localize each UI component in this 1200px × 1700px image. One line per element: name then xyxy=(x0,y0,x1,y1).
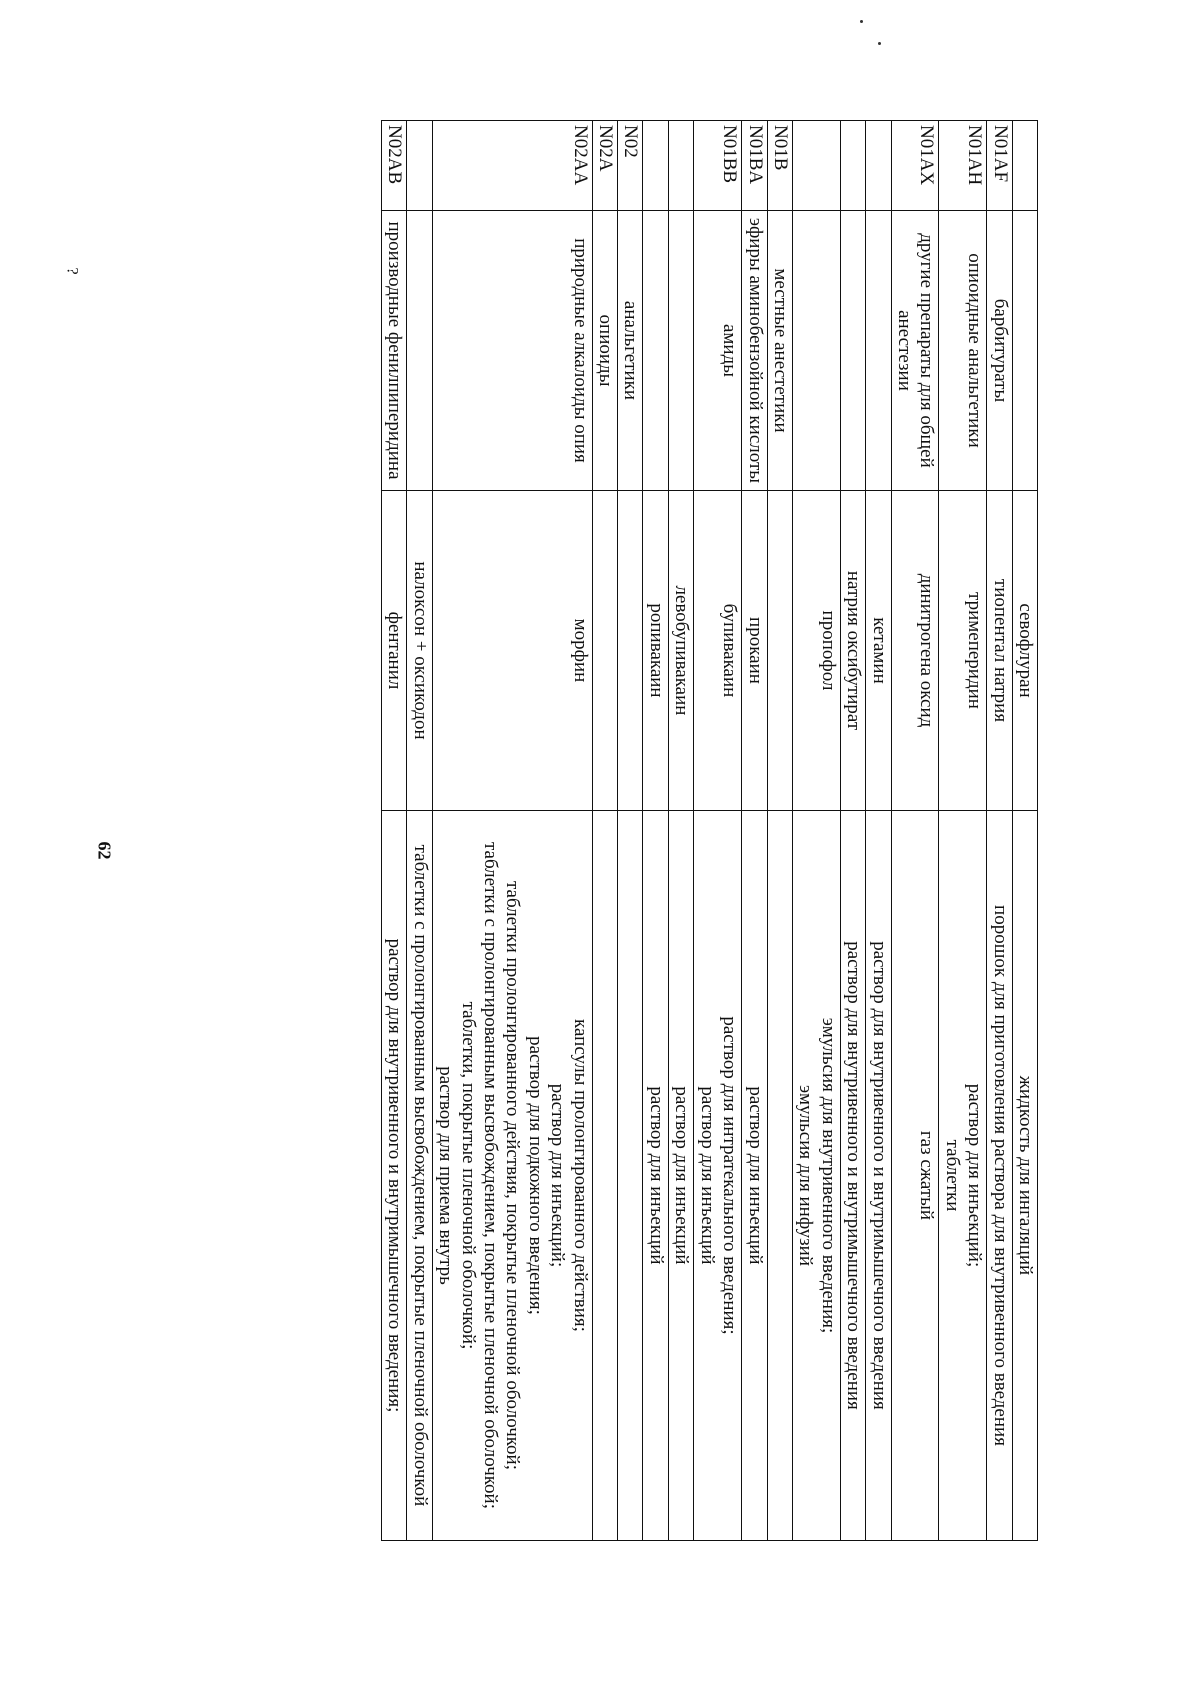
dosage-form-cell xyxy=(742,811,767,1541)
rotated-table-wrapper xyxy=(148,120,1038,1540)
dosage-form-line: эмульсия для внутривенного введения; xyxy=(817,1017,839,1334)
atc-code-cell: N01AF xyxy=(987,121,1012,211)
scan-speck xyxy=(878,42,881,45)
dosage-form-cell xyxy=(694,811,742,1541)
table-row xyxy=(939,121,987,1541)
dosage-form-cell xyxy=(891,811,939,1541)
drug-name-cell: фентанил xyxy=(382,491,407,811)
group-name-cell: барбитураты xyxy=(987,211,1012,491)
dosage-form-line: раствор для инъекций xyxy=(671,1086,693,1265)
drug-name-cell xyxy=(767,491,792,811)
dosage-form-cell xyxy=(668,811,693,1541)
dosage-form-cell xyxy=(643,811,668,1541)
dosage-form-line: раствор для инъекций xyxy=(744,1086,766,1265)
dosage-form-cell xyxy=(1012,811,1037,1541)
table-row xyxy=(694,121,742,1541)
drug-name-cell: севофлуран xyxy=(1012,491,1037,811)
atc-code-cell: N01B xyxy=(767,121,792,211)
table-row xyxy=(1012,121,1037,1541)
table-row xyxy=(891,121,939,1541)
dosage-form-line: раствор для инъекций; xyxy=(964,1083,986,1268)
atc-code-cell: N01BA xyxy=(742,121,767,211)
dosage-form-cell xyxy=(866,811,891,1541)
group-name-cell: опиоидные анальгетики xyxy=(939,211,987,491)
table-row xyxy=(840,121,865,1541)
scan-speck xyxy=(860,20,863,23)
atc-code-cell: N02AA xyxy=(432,121,592,211)
dosage-form-line: таблетки xyxy=(941,1139,963,1212)
drug-name-cell xyxy=(592,491,617,811)
drug-name-cell: динитрогена оксид xyxy=(891,491,939,811)
atc-code-cell xyxy=(792,121,840,211)
table-row xyxy=(987,121,1012,1541)
group-name-cell xyxy=(668,211,693,491)
drug-name-cell: кетамин xyxy=(866,491,891,811)
dosage-form-line: жидкость для ингаляций xyxy=(1015,1075,1036,1276)
table-row xyxy=(668,121,693,1541)
dosage-form-cell xyxy=(407,811,432,1541)
group-name-cell xyxy=(792,211,840,491)
group-name-cell: анальгетики xyxy=(618,211,643,491)
group-name-cell: производные фенилпиперидина xyxy=(382,211,407,491)
dosage-form-line: раствор для внутривенного и внутримышечного введения xyxy=(868,941,890,1410)
group-name-cell xyxy=(866,211,891,491)
drug-name-cell: тримеперидин xyxy=(939,491,987,811)
atc-code-cell: N01AH xyxy=(939,121,987,211)
dosage-form-line: капсулы пролонгированного действия; xyxy=(569,1019,591,1332)
dosage-form-line: раствор для интратекального введения; xyxy=(719,1016,741,1335)
atc-code-cell xyxy=(1012,121,1037,211)
table-row xyxy=(618,121,643,1541)
drug-name-cell: морфин xyxy=(432,491,592,811)
drug-table-body xyxy=(382,121,1038,1541)
dosage-form-cell xyxy=(840,811,865,1541)
dosage-form-cell xyxy=(792,811,840,1541)
drug-name-cell: пропофол xyxy=(792,491,840,811)
group-name-cell xyxy=(1012,211,1037,491)
dosage-form-line: таблетки с пролонгированным высвобождением, покрытые пленочной оболочкой; xyxy=(480,842,502,1509)
group-name-cell: природные алкалоиды опия xyxy=(432,211,592,491)
table-row xyxy=(742,121,767,1541)
group-name-cell: местные анестетики xyxy=(767,211,792,491)
drug-name-cell: тиопентал натрия xyxy=(987,491,1012,811)
atc-code-cell xyxy=(668,121,693,211)
drug-name-cell: бупивакаин xyxy=(694,491,742,811)
corner-mark: ? xyxy=(63,267,81,275)
group-name-cell xyxy=(840,211,865,491)
page-number: 62 xyxy=(94,841,115,860)
dosage-form-cell xyxy=(618,811,643,1541)
dosage-form-cell xyxy=(592,811,617,1541)
atc-code-cell xyxy=(866,121,891,211)
dosage-form-line: раствор для подкожного введения; xyxy=(524,1036,546,1315)
table-row xyxy=(592,121,617,1541)
dosage-form-line: порошок для приготовления раствора для внутривенного введения xyxy=(989,905,1011,1446)
group-name-cell: опиоиды xyxy=(592,211,617,491)
atc-code-cell xyxy=(840,121,865,211)
dosage-form-cell xyxy=(382,811,407,1541)
table-row xyxy=(792,121,840,1541)
drug-table xyxy=(381,120,1038,1541)
dosage-form-line: раствор для внутривенного и внутримышечного введения; xyxy=(384,938,406,1413)
atc-code-cell xyxy=(407,121,432,211)
drug-name-cell: ропивакаин xyxy=(643,491,668,811)
dosage-form-line: раствор для инъекций xyxy=(645,1086,667,1265)
table-row xyxy=(866,121,891,1541)
dosage-form-line: раствор для приема внутрь xyxy=(435,1066,457,1285)
table-row xyxy=(432,121,592,1541)
dosage-form-cell xyxy=(987,811,1012,1541)
atc-code-cell: N02 xyxy=(618,121,643,211)
atc-code-cell xyxy=(643,121,668,211)
dosage-form-line: раствор для инъекций; xyxy=(547,1083,569,1268)
group-name-cell xyxy=(407,211,432,491)
dosage-form-line: раствор для внутривенного и внутримышечного введения xyxy=(843,941,865,1410)
atc-code-cell: N01BB xyxy=(694,121,742,211)
dosage-form-line: таблетки пролонгированного действия, покрытые пленочной оболочкой; xyxy=(502,881,524,1470)
atc-code-cell: N01AX xyxy=(891,121,939,211)
dosage-form-cell xyxy=(767,811,792,1541)
group-name-cell: амиды xyxy=(694,211,742,491)
drug-name-cell: прокаин xyxy=(742,491,767,811)
dosage-form-line: раствор для инъекций xyxy=(696,1086,718,1265)
dosage-form-line: газ сжатый xyxy=(916,1130,938,1221)
atc-code-cell: N02A xyxy=(592,121,617,211)
dosage-form-line: таблетки с пролонгированным высвобождением, покрытые пленочной оболочкой xyxy=(409,844,431,1507)
dosage-form-line: таблетки, покрытые пленочной оболочкой; xyxy=(457,1001,479,1350)
group-name-cell: другие препараты для общей анестезии xyxy=(891,211,939,491)
dosage-form-cell xyxy=(432,811,592,1541)
drug-name-cell: левобупивакаин xyxy=(668,491,693,811)
table-row xyxy=(643,121,668,1541)
table-row xyxy=(407,121,432,1541)
drug-name-cell: натрия оксибутират xyxy=(840,491,865,811)
dosage-form-cell xyxy=(939,811,987,1541)
dosage-form-line: эмульсия для инфузий xyxy=(795,1084,817,1267)
table-row xyxy=(382,121,407,1541)
group-name-cell: эфиры аминобензойной кислоты xyxy=(742,211,767,491)
group-name-cell xyxy=(643,211,668,491)
drug-name-cell xyxy=(618,491,643,811)
drug-name-cell: налоксон + оксикодон xyxy=(407,491,432,811)
atc-code-cell: N02AB xyxy=(382,121,407,211)
table-row xyxy=(767,121,792,1541)
